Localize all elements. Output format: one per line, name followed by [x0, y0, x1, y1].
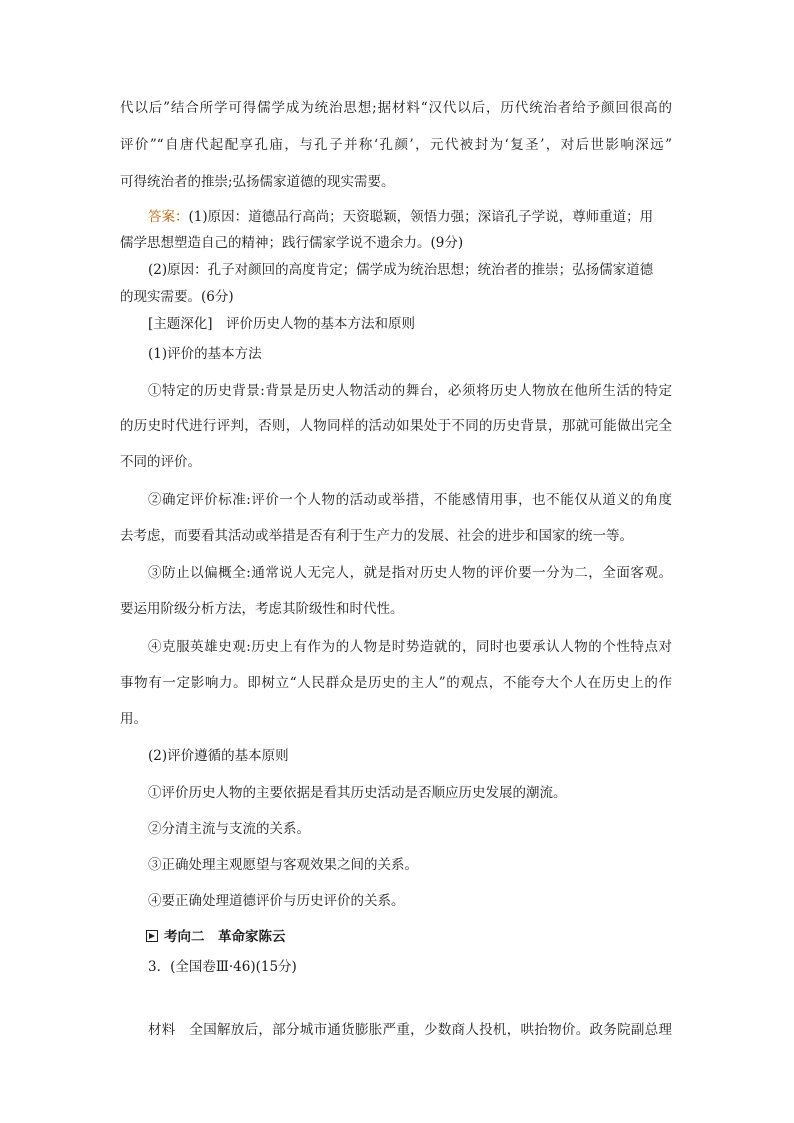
- answer-line: [148, 211, 672, 225]
- method-item: 要运用阶级分析方法，考虑其阶级性和时代性。: [120, 601, 404, 617]
- answer-line: 儒学思想塑造自己的精神；践行儒家学说不遗余力。(9分): [120, 235, 464, 251]
- deepen-title: [主题深化] 评价历史人物的基本方法和原则: [148, 316, 416, 332]
- paragraph-line: 可得统治者的推崇;弘扬儒家道德的现实需要。: [120, 174, 395, 190]
- method-item: 用。: [120, 711, 147, 727]
- section-heading: (2)评价遵循的基本原则: [148, 748, 289, 764]
- section-title: [146, 930, 698, 945]
- method-item: ③防止以偏概全:通常说人无完人，就是指对历史人物的评价要一分为二，全面客观。: [148, 565, 672, 581]
- method-item: ①特定的历史背景:背景是历史人物活动的舞台，必须将历史人物放在他所生活的特定: [148, 383, 672, 399]
- answer-line: 的现实需要。(6分): [120, 289, 234, 305]
- material-line: 材料 全国解放后，部分城市通货膨胀严重，少数商人投机，哄抬物价。政务院副总理: [148, 1022, 672, 1038]
- question-number: 3．(全国卷Ⅲ·46)(15分): [148, 959, 297, 975]
- section-heading: (1)评价的基本方法: [148, 346, 262, 362]
- answer-text: (1)原因：道德品行高尚；天资聪颖，领悟力强；深谙孔子学说，尊师重道；用: [188, 209, 654, 225]
- principle-item: ①评价历史人物的主要依据是看其历史活动是否顺应历史发展的潮流。: [148, 785, 567, 801]
- play-marker-icon: [146, 930, 158, 942]
- method-item: 的历史时代进行评判，否则，人物同样的活动如果处于不同的历史背景，那就可能做出完全: [120, 418, 672, 434]
- method-item: ②确定评价标准:评价一个人物的活动或举措，不能感情用事，也不能仅从道义的角度: [148, 492, 672, 508]
- principle-item: ④要正确处理道德评价与历史评价的关系。: [148, 893, 405, 909]
- method-item: 去考虑，而要看其活动或举措是否有利于生产力的发展、社会的进步和国家的统一等。: [120, 528, 633, 544]
- paragraph-line: 代以后”结合所学可得儒学成为统治思想;据材料“汉代以后，历代统治者给予颜回很高的: [120, 100, 672, 116]
- method-item: 不同的评价。: [120, 454, 201, 470]
- method-item: ④克服英雄史观:历史上有作为的人物是时势造就的，同时也要承认人物的个性特点对: [148, 639, 672, 655]
- answer-label: 答案：: [148, 209, 189, 225]
- principle-item: ③正确处理主观愿望与客观效果之间的关系。: [148, 857, 418, 873]
- answer-line: (2)原因：孔子对颜回的高度肯定；儒学成为统治思想；统治者的推崇；弘扬儒家道德: [148, 262, 654, 278]
- principle-item: ②分清主流与支流的关系。: [148, 821, 310, 837]
- section-title-label: 考向二 革命家陈云: [164, 929, 286, 945]
- paragraph-line: 评价”“自唐代起配享孔庙，与孔子并称‘孔颜’，元代被封为‘复圣’，对后世影响深远”: [120, 137, 672, 153]
- method-item: 事物有一定影响力。即树立“人民群众是历史的主人”的观点，不能夸大个人在历史上的作: [120, 675, 672, 691]
